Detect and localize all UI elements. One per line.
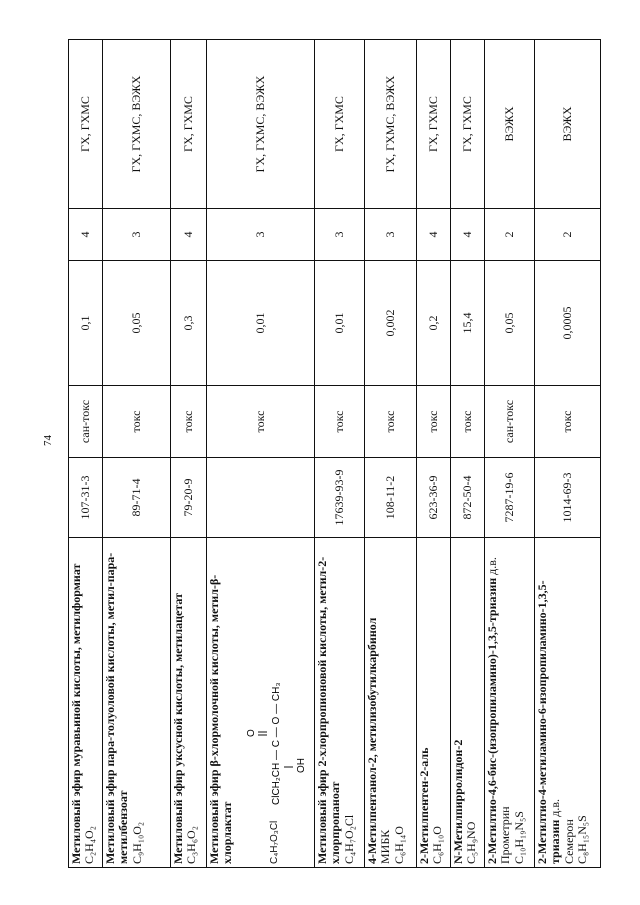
substance-formula: C₆H₁₀O — [430, 826, 445, 864]
substance-formula: C₁₀H₁₉N₅S — [511, 811, 526, 864]
class-cell: токс — [103, 386, 171, 458]
table-row — [451, 40, 485, 868]
hazard-cell: 3 — [207, 209, 315, 261]
class-cell: сан-токс — [485, 386, 535, 458]
dv-note: д.в. — [548, 798, 563, 817]
substance-synonym: Семерон — [561, 819, 576, 864]
table-row — [485, 40, 535, 868]
molecular-formula: C₄H₇O₃Cl — [269, 820, 281, 864]
hazard-cell: 2 — [535, 209, 601, 261]
substance-formula: C₅H₉NO — [464, 821, 479, 864]
value-cell: 0,1 — [69, 261, 103, 386]
class-cell: токс — [417, 386, 451, 458]
class-cell: сан-токс — [69, 386, 103, 458]
substance-name: Метиловый эфир пара-толуоловой кислоты, метил-пара-метилбензоат — [103, 552, 131, 864]
table-row — [207, 40, 315, 868]
value-cell: 0,05 — [103, 261, 171, 386]
substance-formula: C₈H₁₅N₅S — [575, 815, 590, 864]
value-cell: 0,2 — [417, 261, 451, 386]
cas-cell — [207, 458, 315, 538]
hazard-cell: 2 — [485, 209, 535, 261]
hazard-cell: 4 — [69, 209, 103, 261]
hazard-cell: 4 — [417, 209, 451, 261]
substance-formula: C₉H₁₀O₂ — [129, 821, 144, 864]
dv-note: д.в. — [485, 557, 499, 575]
name-cell — [207, 538, 315, 868]
name-cell — [69, 538, 103, 868]
substance-formula: C₆H₁₄O — [391, 826, 406, 864]
cas-cell: 7287-19-6 — [485, 458, 535, 538]
name-cell — [365, 538, 417, 868]
table-row — [171, 40, 207, 868]
name-cell — [485, 538, 535, 868]
cas-cell: 89-71-4 — [103, 458, 171, 538]
method-cell: ГХ, ГХМС — [451, 40, 485, 209]
value-cell: 0,3 — [171, 261, 207, 386]
table-row — [69, 40, 103, 868]
class-cell: токс — [451, 386, 485, 458]
name-cell — [451, 538, 485, 868]
method-cell: ГХ, ГХМС — [171, 40, 207, 209]
table-row — [103, 40, 171, 868]
hazard-cell: 3 — [315, 209, 365, 261]
class-cell: токс — [315, 386, 365, 458]
substance-name: 4-Метилпентанол-2, метилизобутилкарбинол — [365, 617, 379, 864]
value-cell: 0,0005 — [535, 261, 601, 386]
substance-name: N-Метилпирролидон-2 — [451, 739, 465, 864]
name-cell — [535, 538, 601, 868]
cas-cell: 107-31-3 — [69, 458, 103, 538]
substances-table — [68, 39, 601, 868]
name-cell — [417, 538, 451, 868]
substance-name: Метиловый эфир 2-хлорпропионовой кислоты, метил-2-хлорпропаноат — [315, 556, 343, 864]
value-cell: 0,01 — [315, 261, 365, 386]
method-cell: ГХ, ГХМС — [315, 40, 365, 209]
method-cell: ВЭЖХ — [485, 40, 535, 209]
cas-cell: 108-11-2 — [365, 458, 417, 538]
value-cell: 15,4 — [451, 261, 485, 386]
substance-synonym: Прометрин — [498, 806, 513, 864]
hazard-cell: 4 — [451, 209, 485, 261]
method-cell: ГХ, ГХМС — [417, 40, 451, 209]
substance-name: Метиловый эфир муравьиной кислоты, метилформиат — [69, 563, 83, 864]
hazard-cell: 3 — [103, 209, 171, 261]
substance-name: Метиловый эфир уксусной кислоты, метилацетат — [171, 593, 185, 864]
substance-formula: C₂H₄O₂ — [82, 826, 97, 864]
substance-synonym: МИБК — [378, 829, 393, 864]
method-cell: ГХ, ГХМС, ВЭЖХ — [207, 40, 315, 209]
table-row — [365, 40, 417, 868]
value-cell: 0,002 — [365, 261, 417, 386]
table-row — [535, 40, 601, 868]
rotated-table-wrapper — [68, 40, 600, 868]
carbonyl-oxygen-label: O — [245, 728, 257, 737]
cas-cell: 872-50-4 — [451, 458, 485, 538]
class-cell: токс — [207, 386, 315, 458]
class-cell: токс — [365, 386, 417, 458]
method-cell: ВЭЖХ — [535, 40, 601, 209]
name-cell — [315, 538, 365, 868]
structure-main-chain: ClCH₂CH — C — O — CH₃ — [270, 682, 282, 805]
substance-formula: C₃H₆O₂ — [184, 826, 199, 864]
name-cell — [103, 538, 171, 868]
substance-formula: C₄H₇O₂Cl — [341, 814, 356, 864]
cas-cell: 79-20-9 — [171, 458, 207, 538]
cas-cell: 17639-93-9 — [315, 458, 365, 538]
structure-diagram — [243, 620, 307, 805]
method-cell: ГХ, ГХМС — [69, 40, 103, 209]
class-cell: токс — [535, 386, 601, 458]
hazard-cell: 4 — [171, 209, 207, 261]
class-cell: токс — [171, 386, 207, 458]
substance-name: 2-Метилтио-4,6-бис-(изопропиламино)-1,3,5-триазин — [485, 577, 499, 864]
cas-cell: 623-36-9 — [417, 458, 451, 538]
name-cell — [171, 538, 207, 868]
substance-name: 2-Метилтио-4-метиламино-6-изопропиламино-1,3,5-триазин — [535, 580, 563, 864]
table-row — [315, 40, 365, 868]
substance-name: Метиловый эфир β-хлормолочной кислоты, метил-β-хлорлактат — [207, 574, 235, 864]
substance-name: 2-Метилпентен-2-аль — [417, 747, 431, 864]
method-cell: ГХ, ГХМС, ВЭЖХ — [365, 40, 417, 209]
method-cell: ГХ, ГХМС, ВЭЖХ — [103, 40, 171, 209]
structural-formula — [243, 541, 307, 864]
page-number: 74 — [42, 435, 54, 446]
value-cell: 0,01 — [207, 261, 315, 386]
hydroxyl-label: OH — [295, 757, 307, 773]
hazard-cell: 3 — [365, 209, 417, 261]
table-row — [417, 40, 451, 868]
value-cell: 0,05 — [485, 261, 535, 386]
cas-cell: 1014-69-3 — [535, 458, 601, 538]
